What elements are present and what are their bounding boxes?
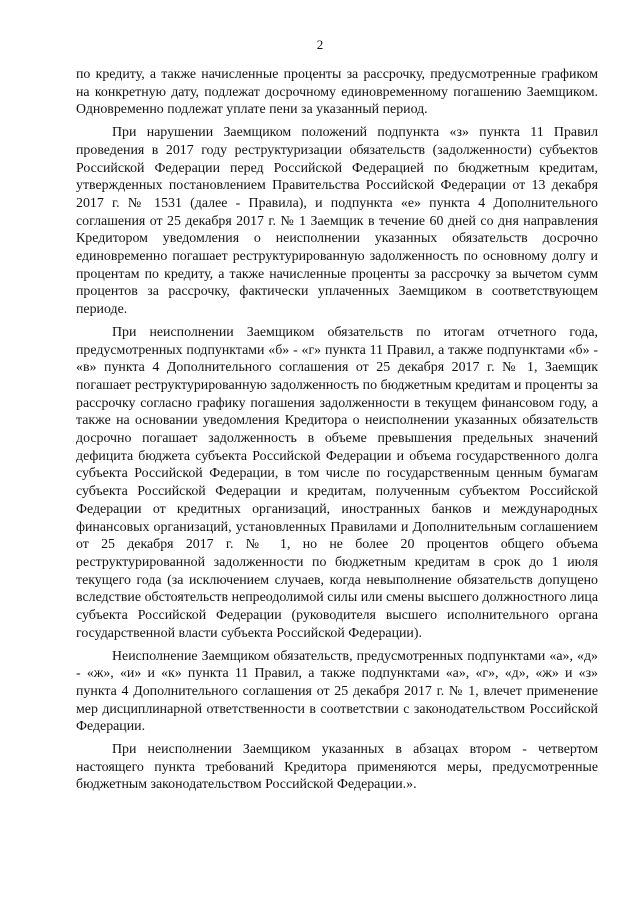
document-body <box>76 66 598 794</box>
paragraph-budget-measures: При неисполнении Заемщиком указанных в абзацах втором - четвертом настоящего пункта требований Кредитора применяются меры, предусмотренные бюджетным законодательством Российской Федерации.». <box>76 742 598 793</box>
paragraph-disciplinary-measures: Неисполнение Заемщиком обязательств, предусмотренных подпунктами «а», «д» - «ж», «и» и «к» пункта 11 Правил, а также подпунктами «а», «г», «д», «ж» и «з» пункта 4 Дополнительного соглашения от 25 декабря 2017 г. № 1, влечет применение мер дисциплинарной ответственности в соответствии с законодательством Российской Федерации. <box>76 648 598 735</box>
paragraph-violation-subpoint-z: При нарушении Заемщиком положений подпункта «з» пункта 11 Правил проведения в 2017 году реструктуризации обязательств (задолженности) субъектов Российской Федерации перед Российской Федерацией по бюджетным кредитам, утвержденных постановлением Правительства Российской Федерации от 13 декабря 2017 г. № 1531 (далее - Правила), и подпункта «е» пункта 4 Дополнительного соглашения от 25 декабря 2017 г. № 1 Заемщик в течение 60 дней со дня направления Кредитором уведомления о неисполнении указанных обязательств досрочно единовременно погашает реструктурированную задолженность по основному долгу и процентам по кредиту, а также начисленные проценты за рассрочку за вычетом сумм процентов за рассрочку, фактически уплаченных Заемщиком в соответствующем периоде. <box>76 125 598 318</box>
page-number: 2 <box>316 37 324 52</box>
paragraph-nonfulfillment-annual: При неисполнении Заемщиком обязательств по итогам отчетного года, предусмотренных подпунктами «б» - «г» пункта 11 Правил, а также подпунктами «б» - «в» пункта 4 Дополнительного соглашения от 25 декабря 2017 г. № 1, Заемщик погашает реструктурированную задолженность по бюджетным кредитам и проценты за рассрочку согласно графику погашения задолженности в текущем финансовом году, а также на основании уведомления Кредитора о неисполнении указанных обязательств досрочно погашает задолженность в объеме превышения предельных значений дефицита бюджета субъекта Российской Федерации и объема государственного долга субъекта Российской Федерации, в том числе по государственным ценным бумагам субъекта Российской Федерации и кредитам, полученным субъектом Российской Федерации от кредитных организаций, иностранных банков и международных финансовых организаций, установленных Правилами и Дополнительным соглашением от 25 декабря 2017 г. № 1, но не более 20 процентов общего объема реструктурированной задолженности по бюджетным кредитам в срок до 1 июля текущего года (за исключением случаев, когда невыполнение обязательств допущено вследствие обстоятельств непреодолимой силы или смены высшего должностного лица субъекта Российской Федерации (руководителя высшего исполнительного органа государственной власти субъекта Российской Федерации). <box>76 324 598 641</box>
paragraph-continuation: по кредиту, а также начисленные проценты за рассрочку, предусмотренные графиком на конкретную дату, подлежат досрочному единовременному погашению Заемщиком. Одновременно подлежат уплате пени за указанный период. <box>76 67 598 118</box>
